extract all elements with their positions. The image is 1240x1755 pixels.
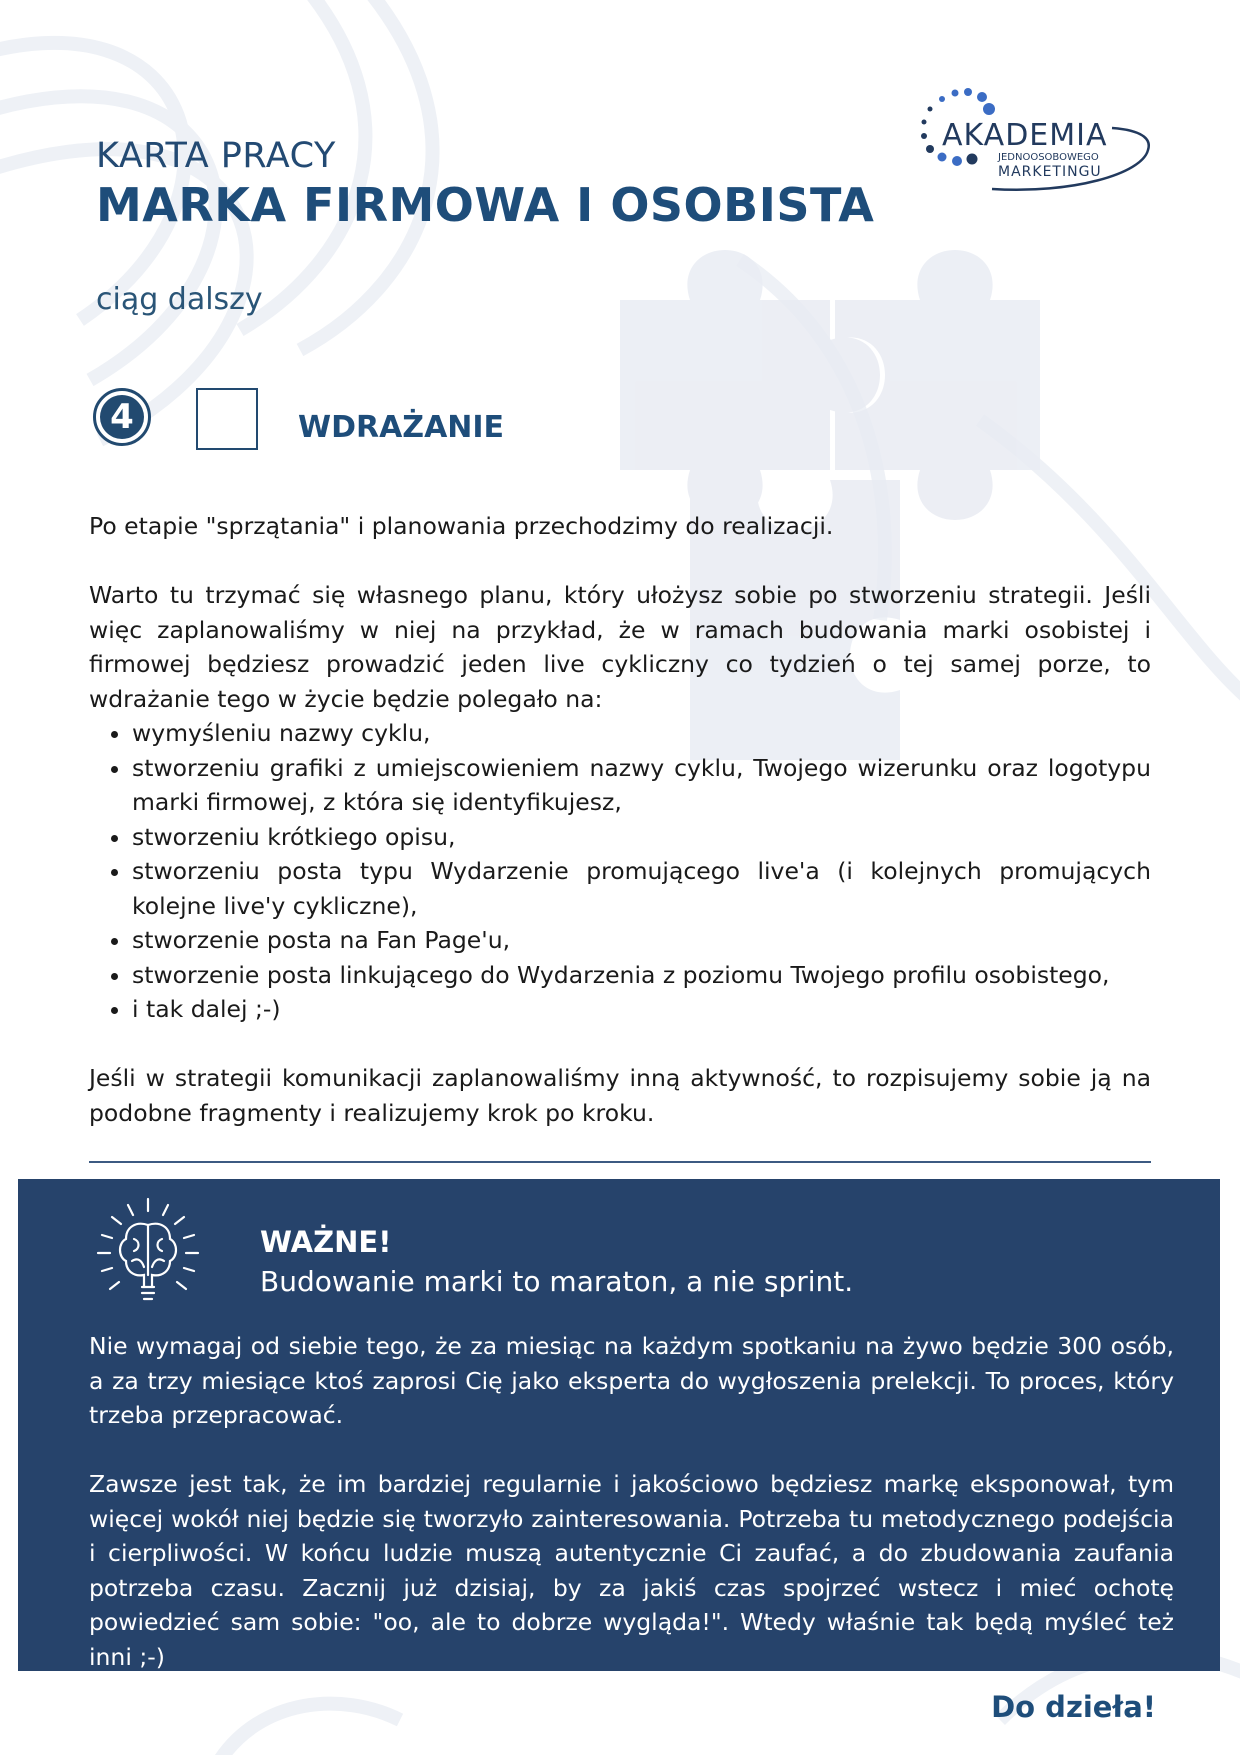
note-body	[89, 1329, 1174, 1674]
step-number: 4	[100, 395, 144, 439]
intro-paragraph: Po etapie "sprzątania" i planowania przechodzimy do realizacji.	[89, 512, 834, 540]
note-subtitle: Budowanie marki to maraton, a nie sprint.	[260, 1265, 854, 1298]
list-item: • i tak dalej ;-)	[132, 992, 1151, 1027]
section-divider	[89, 1161, 1151, 1163]
akademia-logo	[912, 84, 1162, 214]
task-list	[89, 716, 1151, 1027]
list-item: • stworzeniu krótkiego opisu,	[132, 820, 1151, 855]
important-note-box	[18, 1179, 1220, 1671]
step-checkbox[interactable]	[196, 388, 258, 450]
note-paragraph: Zawsze jest tak, że im bardziej regularnie i jakościowo będziesz markę eksponował, tym więcej wokół niej będzie się tworzyło zainteresowania. Potrzeba tu metodycznego podejścia i cierpliwości. W końcu ludzie muszą autentycznie Ci zaufać, a do zbudowania zaufania potrzeba czasu. Zacznij już dzisiaj, by za jakiś czas spojrzeć wstecz i mieć ochotę powiedzieć sam sobie: "oo, ale to dobrze wygląda!". Wtedy właśnie tak będą myśleć też inni ;-)	[89, 1470, 1174, 1671]
list-item: • stworzeniu posta typu Wydarzenie promującego live'a (i kolejnych promujących kolejne live'y cykliczne),	[132, 854, 1151, 923]
logo-subtext: JEDNOOSOBOWEGO	[998, 152, 1099, 163]
list-item: • stworzeniu grafiki z umiejscowieniem nazwy cyklu, Twojego wizerunku oraz logotypu marki firmowej, z która się identyfikujesz,	[132, 751, 1151, 820]
closing-call-to-action: Do dzieła!	[991, 1690, 1156, 1724]
list-item: • stworzenie posta na Fan Page'u,	[132, 923, 1151, 958]
note-paragraph: Nie wymagaj od siebie tego, że za miesiąc na każdym spotkaniu na żywo będzie 300 osób, a za trzy miesiące ktoś zaprosi Cię jako eksperta do wygłoszenia prelekcji. To proces, który trzeba przepracować.	[89, 1332, 1174, 1429]
list-item: • stworzenie posta linkującego do Wydarzenia z poziomu Twojego profilu osobistego,	[132, 958, 1151, 993]
list-item: • wymyśleniu nazwy cyklu,	[132, 716, 1151, 751]
brain-lightbulb-icon	[88, 1195, 208, 1311]
note-title: WAŻNE!	[260, 1225, 392, 1259]
plan-paragraph: Warto tu trzymać się własnego planu, który ułożysz sobie po stworzeniu strategii. Jeśli więc zaplanowaliśmy w niej na przykład, że w ramach budowania marki osobistej i firmowej będziesz prowadzić jeden live cykliczny co tydzień o tej samej porze, to wdrażanie tego w życie będzie polegało na:	[89, 581, 1151, 713]
logo-subtext-marketing: MARKETINGU	[998, 164, 1102, 180]
page-title: MARKA FIRMOWA I OSOBISTA	[96, 178, 875, 232]
worksheet-label: KARTA PRACY	[96, 136, 336, 176]
page-subtitle: ciąg dalszy	[96, 282, 263, 317]
step-title: WDRAŻANIE	[298, 410, 505, 445]
closing-paragraph: Jeśli w strategii komunikacji zaplanowaliśmy inną aktywność, to rozpisujemy sobie ją na podobne fragmenty i realizujemy krok po kroku.	[89, 1064, 1151, 1127]
step-number-badge	[93, 388, 151, 446]
main-content	[89, 509, 1151, 1130]
logo-wordmark: AKADEMIA	[942, 118, 1108, 153]
